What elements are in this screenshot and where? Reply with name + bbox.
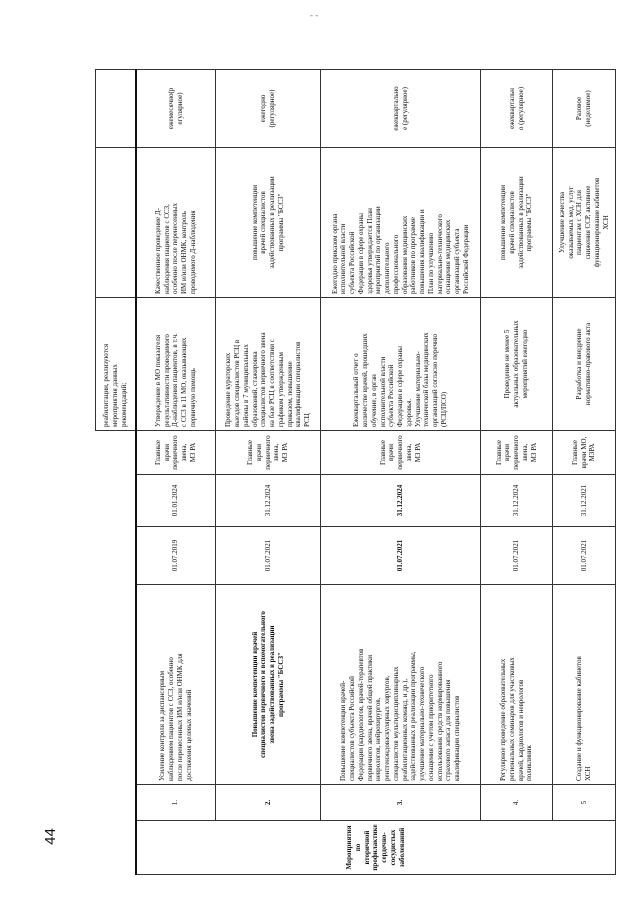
row-action: Разработка и внедрение нормативно-правового акта — [553, 298, 616, 431]
row-resp: Главные врачи первичного звена, МЗ РА — [136, 431, 216, 475]
row-period: Разовое (неделимое) — [553, 70, 616, 148]
row-action: Ежеквартальный отчет о количестве врачей, прошедших обучение, в орган исполнительной власти субъекта Российской Федерации в сфере охраны здоровья. Улучшение материально- технической базы медицинских организаций согласно перечню (РСЦ/ПСО) — [321, 298, 481, 431]
row-task: Повышение компетенции врачей- специалистов субъекта Российской Федерации (кардиологов, врачей-терапевтов первичного звена, врачей общей практики неврологов, нейрохирургов, рентгенэндоваскулярных хирургов, специалистов мультидисциплинарных реабилитационных команд, и др.), задействованных в реализации программы, улучшение материально-технического оснащения с учетом приоритетного использования средств нормированного страхового запаса для повышения квалификации специалистов — [321, 585, 481, 785]
row-start: 01.07.2021 — [481, 527, 553, 585]
row-action: Проведение не менее 5 актуальных образовательных мероприятий ежегодно — [481, 298, 553, 431]
row-result: Ежегодно приказом органа исполнительной власти субъекта Российской Федерации в сфере охраны здоровья утверждается План мероприятий по организации дополнительного профессионального образования медицинских работников по программе повышения квалификации и План по улучшению материально-технического оснащения медицинских организаций субъекта Российской Федерации — [321, 148, 481, 298]
row-resp: Главные врачи первичного звена, МЗ РА — [216, 431, 321, 475]
row-start: 01.07.2019 — [136, 527, 216, 585]
row-num: 1. — [136, 785, 216, 821]
rotated-table-container — [95, 70, 615, 875]
group-title: Мероприятия по вторичной профилактике сердечно- сосудистых заболеваний — [136, 821, 616, 875]
row-period: ежеквартально e (регулярное) — [321, 70, 481, 148]
row-action: Проведение кураторских выездов специалистов РСЦ в районы в 7 муниципальных образований, стажировка специалистов первичного звена на базе РСЦ в соответствии с графиком утвержденным приказом, повышение квалификации специалистов РСЦ — [216, 298, 321, 431]
row-task: Регулярное проведение образовательных региональных семинаров для участковых врачей, кардиологов и неврологов поликлиник — [481, 585, 553, 785]
row-num: 2. — [216, 785, 321, 821]
row-end: 31.12.2024 — [216, 475, 321, 527]
row-start: 01.07.2021 — [553, 527, 616, 585]
activities-table — [95, 69, 616, 875]
row-num: 3. — [321, 785, 481, 821]
table-row — [216, 70, 321, 875]
row-resp: Главные врачи первичного звена, МЗ РА — [481, 431, 553, 475]
table-row — [321, 70, 481, 875]
row-end: 01.01.2024 — [136, 475, 216, 527]
row-result: Улучшение качества оказываемых мед. услуг пациентам с ХСН для снижения ССР, активное функционирование кабинетов ХСН — [553, 148, 616, 298]
row-result: повышение компетенции врачей специалистов задействованных в реализации программы "БССЗ" — [216, 148, 321, 298]
row-result: повышение компетенции врачей специалистов задействованных в реализации программы "БССЗ" — [481, 148, 553, 298]
row-task: Повышение компетенции врачей специалистов первичного и вспомогательного звена задействованных в реализации программы "БССЗ" — [216, 585, 321, 785]
row-num: 4. — [481, 785, 553, 821]
row-action: Утверждение в МО показателя результативности проводимого Д-наблюдения пациентов, в т.ч. с ССЗ в 11 МО, оказывающих первичную помощь — [136, 298, 216, 431]
table-row — [553, 70, 616, 875]
header-dash: - - — [310, 10, 319, 20]
row-result: Качественное проведение Д- наблюдения пациентов с ССЗ, особенно после перенесенных ИМ и/или ОНМК, контроль проводимого Д-наблюдения — [136, 148, 216, 298]
row-end: 31.12.2024 — [321, 475, 481, 527]
table-row-note — [96, 70, 136, 875]
table-row — [481, 70, 553, 875]
row-task: Усиление контроля за диспансерным наблюдением пациентов с ССЗ, особенно после перенесенных ИМ и/или ОНМК для достижения целевых значений — [136, 585, 216, 785]
row-start: 01.07.2021 — [216, 527, 321, 585]
row-end: 31.12.2021 — [553, 475, 616, 527]
page-number: 44 — [41, 828, 59, 845]
table-row — [136, 70, 216, 875]
row-period: ежегодно (регулярное) — [216, 70, 321, 148]
row-num: 5 — [553, 785, 616, 821]
row-period: ежеквартальн о (регулярное) — [481, 70, 553, 148]
row-resp: Главные врачи МО, МЗРА — [553, 431, 616, 475]
row-task: Создание и функционирование кабинетов ХСН — [553, 585, 616, 785]
row-end: 31.12.2024 — [481, 475, 553, 527]
top-note: реабилитации, реализуются мероприятия данных рекомендаций; — [96, 298, 136, 431]
row-period: ежемесячно(р егулярное) — [136, 70, 216, 148]
row-resp: Главные врачи первичного звена, МЗ РА — [321, 431, 481, 475]
row-start: 01.07.2021 — [321, 527, 481, 585]
